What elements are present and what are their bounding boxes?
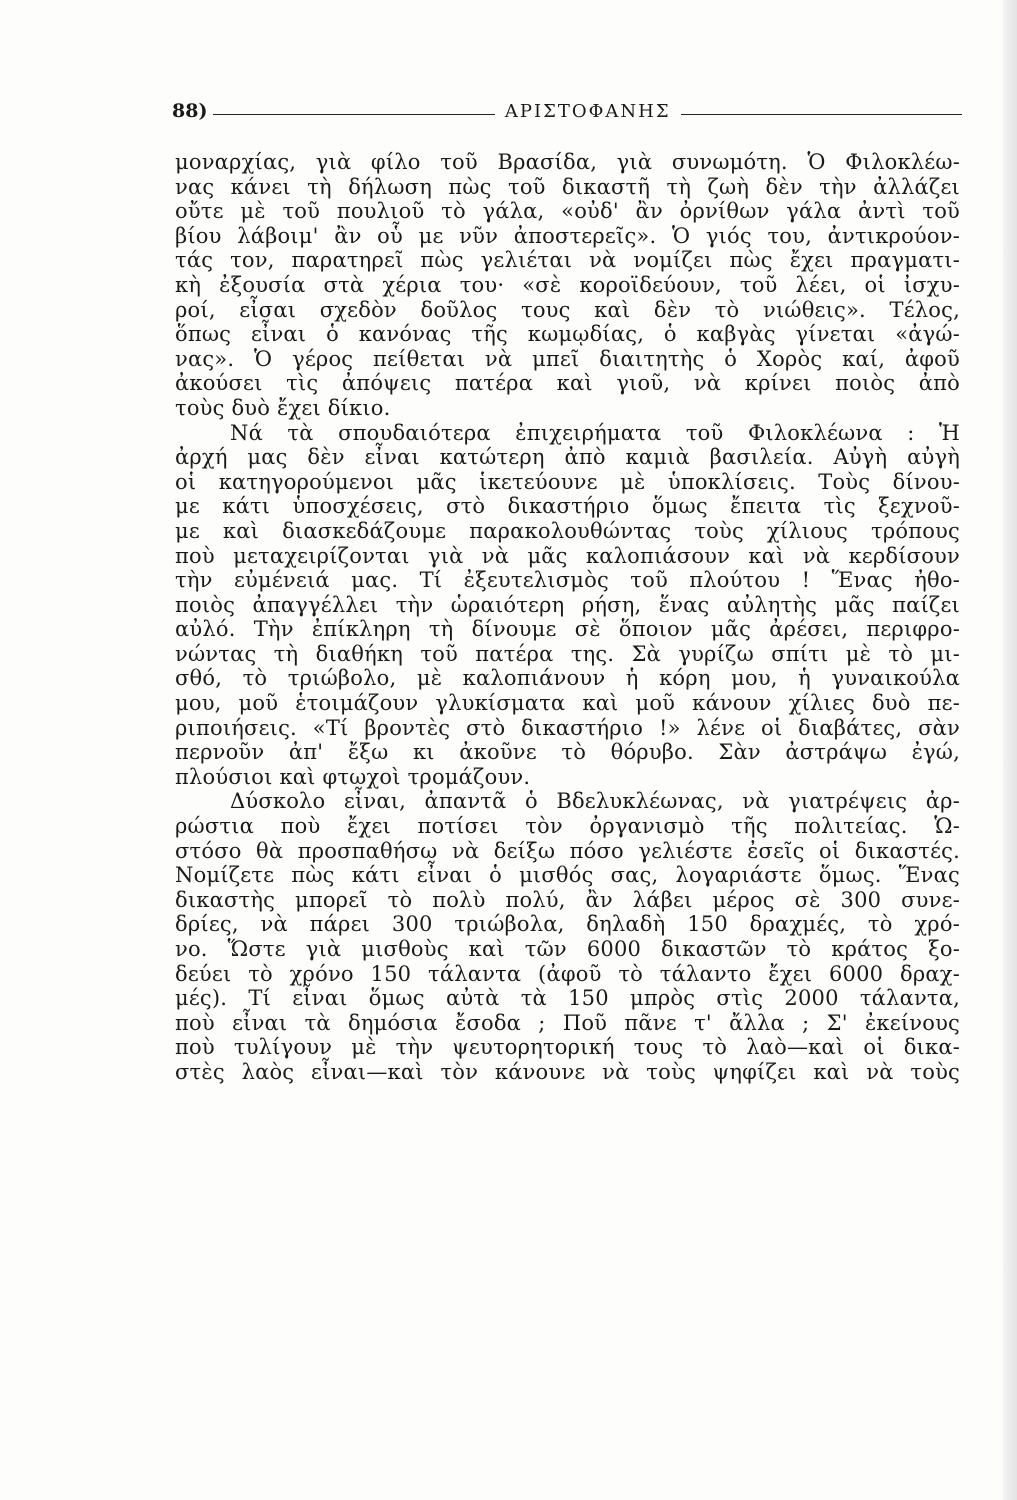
text-line: σθό, τὸ τριώβολο, μὲ καλοπιάνουν ἡ κόρη μου, ἡ γυναικούλα <box>175 666 960 691</box>
text-line: πλούσιοι καὶ φτωχοὶ τρομάζουν. <box>175 764 531 789</box>
text-line: στόσο θὰ προσπαθήσω νὰ δείξω πόσο γελιέστε ἐσεῖς οἱ δικαστές. <box>175 838 960 863</box>
text-line: στὲς λαὸς εἶναι—καὶ τὸν κάνουνε νὰ τοὺς ψηφίζει καὶ νὰ τοὺς <box>175 1059 960 1084</box>
page-number: 88) <box>172 100 208 122</box>
text-line: περνοῦν ἀπ' ἔξω κι ἀκοῦνε τὸ θόρυβο. Σὰν ἀστράψω ἐγώ, <box>175 740 960 765</box>
paragraph <box>175 150 960 421</box>
text-line: δικαστὴς μπορεῖ τὸ πολὺ πολύ, ἂν λάβει μέρος σὲ 300 συνε- <box>175 887 960 912</box>
text-line: Δύσκολο εἶναι, ἀπαντᾶ ὁ Βδελυκλέωνας, νὰ γιατρέψεις ἀρ- <box>230 789 960 814</box>
text-line: μου, μοῦ ἑτοιμάζουν γλυκίσματα καὶ μοῦ κάνουν χίλιες δυὸ πε- <box>175 691 960 716</box>
text-line: ὅπως εἶναι ὁ κανόνας τῆς κωμῳδίας, ὁ καβγὰς γίνεται «ἀγώ- <box>175 322 960 347</box>
text-line: με καὶ διασκεδάζουμε παρακολουθώντας τοὺς χίλιους τρόπους <box>175 518 960 543</box>
text-line: μές). Τί εἶναι ὅμως αὐτὰ τὰ 150 μπρὸς στὶς 2000 τάλαντα, <box>175 986 960 1011</box>
text-line: ρώστια ποὺ ἔχει ποτίσει τὸν ὀργανισμὸ τῆς πολιτείας. Ὡ- <box>175 814 960 839</box>
running-header <box>172 98 962 124</box>
text-line: οὔτε μὲ τοῦ πουλιοῦ τὸ γάλα, «οὐδ' ἂν ὀρνίθων γάλα ἀντὶ τοῦ <box>175 199 960 224</box>
text-line: νώντας τὴ διαθήκη τοῦ πατέρα της. Σὰ γυρίζω σπίτι μὲ τὸ μι- <box>175 641 960 666</box>
text-line: κὴ ἐξουσία στὰ χέρια του· «σὲ κοροϊδεύουν, τοῦ λέει, οἱ ἰσχυ- <box>175 272 960 297</box>
text-line: με κάτι ὑποσχέσεις, στὸ δικαστήριο ὅμως ἔπειτα τὶς ξεχνοῦ- <box>175 494 960 519</box>
text-line: μοναρχίας, γιὰ φίλο τοῦ Βρασίδα, γιὰ συνωμότη. Ὁ Φιλοκλέω- <box>175 150 960 174</box>
text-line: Νά τὰ σπουδαιότερα ἐπιχειρήματα τοῦ Φιλοκλέωνα : Ἡ <box>230 420 960 445</box>
text-line: ροί, εἶσαι σχεδὸν δοῦλος τους καὶ δὲν τὸ νιώθεις». Τέλος, <box>175 297 960 322</box>
body-text <box>175 150 960 1085</box>
text-line: ἀκούσει τὶς ἀπόψεις πατέρα καὶ γιοῦ, νὰ κρίνει ποιὸς ἀπὸ <box>175 371 960 396</box>
text-line: δεύει τὸ χρόνο 150 τάλαντα (ἀφοῦ τὸ τάλαντο ἔχει 6000 δραχ- <box>175 961 960 986</box>
text-line: ριποιήσεις. «Τί βροντὲς στὸ δικαστήριο !» λένε οἱ διαβάτες, σὰν <box>175 715 960 740</box>
text-line: ποὺ εἶναι τὰ δημόσια ἔσοδα ; Ποῦ πᾶνε τ' ἄλλα ; Σ' ἐκείνους <box>175 1010 960 1035</box>
text-line: νο. Ὥστε γιὰ μισθοὺς καὶ τῶν 6000 δικαστῶν τὸ κράτος ξο- <box>175 937 960 961</box>
header-rule-right <box>681 114 962 115</box>
text-line: τὴν εὐμένειά μας. Τί ἐξευτελισμὸς τοῦ πλούτου ! Ἕνας ἠθο- <box>175 568 960 593</box>
text-line: ποὺ τυλίγουν μὲ τὴν ψευτορητορική τους τὸ λαὸ—καὶ οἱ δικα- <box>175 1035 960 1060</box>
text-line: δρίες, νὰ πάρει 300 τριώβολα, δηλαδὴ 150 δραχμές, τὸ χρό- <box>175 912 960 937</box>
text-line: ἀρχή μας δὲν εἶναι κατώτερη ἀπὸ καμιὰ βασιλεία. Αὐγὴ αὐγὴ <box>175 445 960 470</box>
running-title: ΑΡΙΣΤΟΦΑΝΗΣ <box>504 100 671 122</box>
text-line: τοὺς δυὸ ἔχει δίκιο. <box>175 395 391 420</box>
text-line: ποιὸς ἀπαγγέλλει τὴν ὡραιότερη ρήση, ἕνας αὐλητὴς μᾶς παίζει <box>175 592 960 617</box>
header-rule-left <box>213 114 494 115</box>
text-line: Νομίζετε πὼς κάτι εἶναι ὁ μισθός σας, λογαριάστε ὅμως. Ἕνας <box>175 863 960 888</box>
text-line: οἱ κατηγορούμενοι μᾶς ἱκετεύουνε μὲ ὑποκλίσεις. Τοὺς δίνου- <box>175 469 960 494</box>
page-edge-shadow <box>1003 0 1017 1500</box>
text-line: ποὺ μεταχειρίζονται γιὰ νὰ μᾶς καλοπιάσουν καὶ νὰ κερδίσουν <box>175 543 960 568</box>
text-line: βίου λάβοιμ' ἂν οὗ με νῦν ἀποστερεῖς». Ὁ γιός του, ἀντικρούον- <box>175 223 960 248</box>
text-line: νας». Ὁ γέρος πείθεται νὰ μπεῖ διαιτητὴς ὁ Χορὸς καί, ἀφοῦ <box>175 346 960 371</box>
paragraph <box>175 421 960 790</box>
text-line: αὐλό. Τὴν ἐπίκληρη τὴ δίνουμε σὲ ὅποιον μᾶς ἀρέσει, περιφρο- <box>175 617 960 642</box>
text-line: νας κάνει τὴ δήλωση πὼς τοῦ δικαστῆ τὴ ζωὴ δὲν τὴν ἀλλάζει <box>175 174 960 199</box>
paragraph <box>175 789 960 1084</box>
text-line: τάς τον, παρατηρεῖ πὼς γελιέται νὰ νομίζει πὼς ἔχει πραγματι- <box>175 248 960 273</box>
